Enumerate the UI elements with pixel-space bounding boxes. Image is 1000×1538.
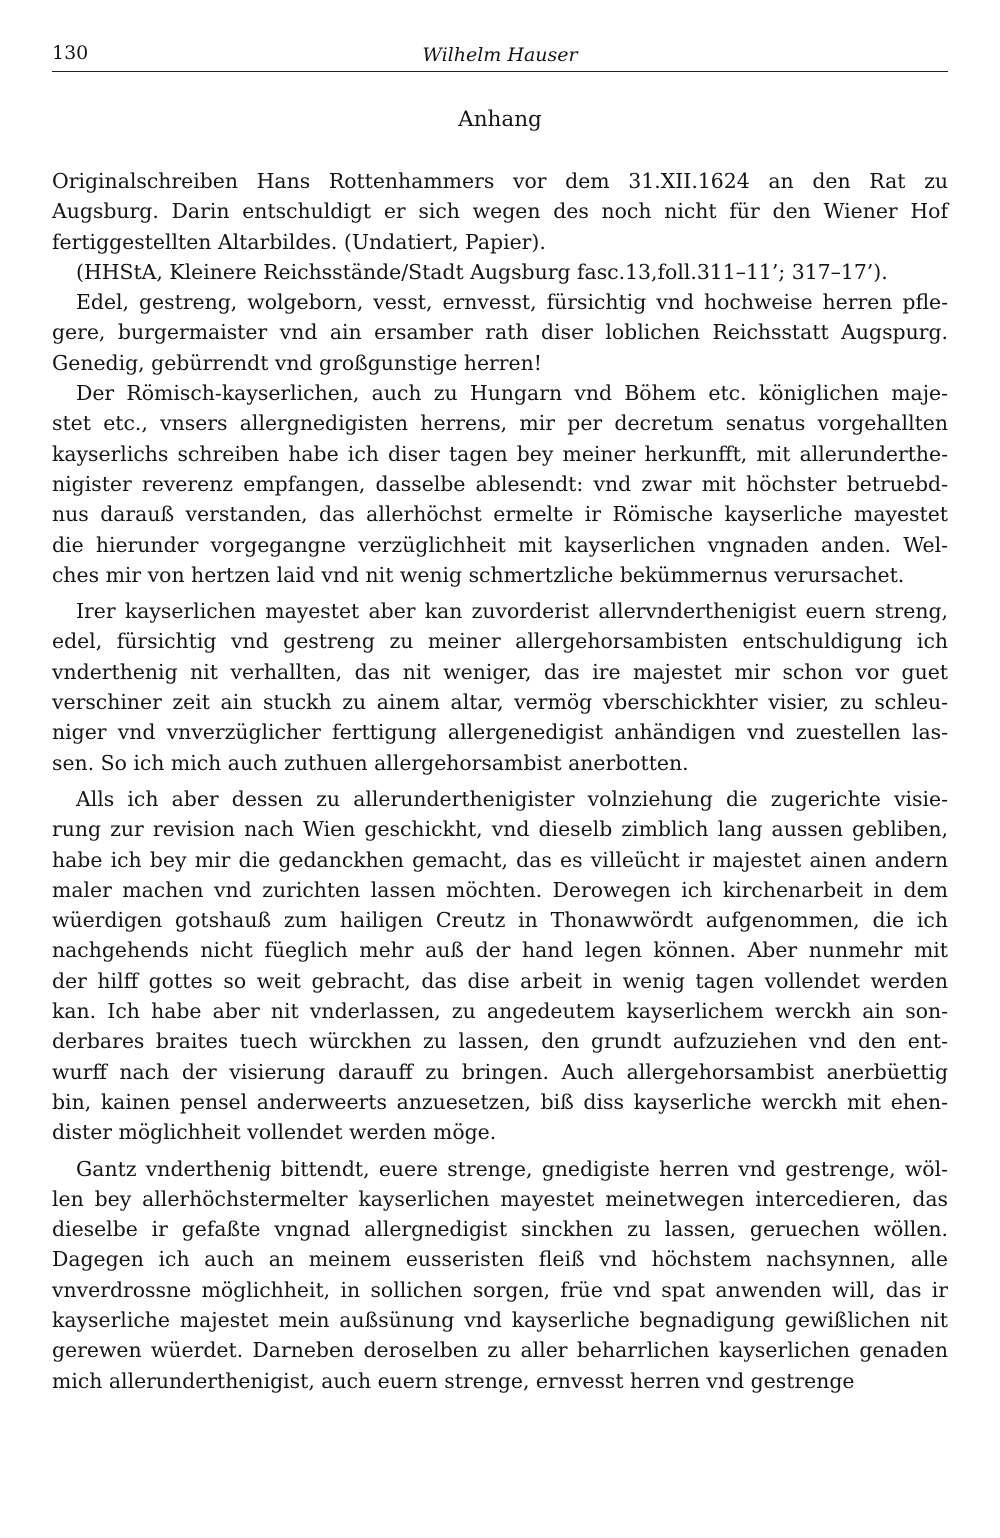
text-line: der hilff gottes so weit gebracht, das dise arbeit in wenig tagen vollendet werden — [52, 968, 948, 993]
text-line: Originalschreiben Hans Rottenhammers vor dem 31.XII.1624 an den Rat zu — [52, 169, 948, 193]
text-line: vnderthenig nit verhallten, das nit weniger, das ire majestet mir schon vor guet — [52, 659, 948, 684]
text-line: Augsburg. Darin entschuldigt er sich wegen des noch nicht für den Wiener Hof — [52, 199, 948, 224]
text-line: stet etc., vnsers allergnedigisten herrens, mir per decretum senatus vorgehallten — [52, 411, 948, 436]
text-line: Alls ich aber dessen zu allerunderthenigister volnziehung die zugerichte visie- — [76, 786, 948, 811]
text-line: Dagegen ich auch an meinem eusseristen fleiß vnd höchstem nachsynnen, alle — [52, 1247, 948, 1272]
text-line: wurff nach der visierung darauff zu bringen. Auch allergehorsambist anerbüettig — [52, 1059, 948, 1084]
text-line: len bey allerhöchstermelter kayserlichen mayestet meinetwegen intercedieren, das — [52, 1186, 948, 1211]
text-line: bin, kainen pensel anderweerts anzuesetzen, biß diss kayserliche werckh mit ehen- — [52, 1089, 948, 1114]
running-header — [52, 38, 948, 72]
text-line: fertiggestellten Altarbildes. (Undatiert, Papier). — [52, 229, 546, 254]
running-title: Wilhelm Hauser — [422, 44, 578, 66]
text-line: nus darauß verstanden, das allerhöchst ermelte ir Römische kayserliche mayestet — [52, 502, 948, 527]
text-line: mich allerunderthenigist, auch euern strenge, ernvesst herren vnd gestrenge — [52, 1368, 855, 1393]
text-line: kayserlichs schreiben habe ich diser tagen bey meiner herkunfft, mit allerunderthe- — [52, 441, 948, 466]
text-line: Gantz vnderthenig bittendt, euere strenge, gnedigiste herren vnd gestrenge, wöl- — [76, 1156, 948, 1181]
text-line: kayserliche majestet mein außsünung vnd kayserliche begnadigung gewißlichen nit — [52, 1307, 948, 1332]
text-line: gerewen wüerdet. Darneben deroselben zu aller beharrlichen kayserlichen genaden — [52, 1338, 948, 1363]
text-line: Der Römisch-kayserlichen, auch zu Hungarn vnd Böhem etc. königlichen maje- — [76, 381, 948, 406]
text-line: nachgehends nicht füeglich mehr auß der hand legen können. Aber nunmehr mit — [52, 938, 948, 963]
section-title: Anhang — [458, 107, 542, 132]
text-line: gere, burgermaister vnd ain ersamber rath diser loblichen Reichsstatt Augspurg. — [52, 320, 948, 345]
text-line: dieselbe ir gefaßte vngnad allergnedigist sinckhen zu lassen, geruechen wöllen. — [52, 1217, 948, 1242]
text-line: kan. Ich habe aber nit vnderlassen, zu angedeutem kayserlichem werckh ain son- — [52, 999, 948, 1024]
text-line: derbares braites tuech würckhen zu lassen, den grundt aufzuziehen vnd den ent- — [52, 1029, 948, 1054]
text-line: Irer kayserlichen mayestet aber kan zuvorderist allervnderthenigist euern streng, — [76, 599, 948, 624]
text-line: verschiner zeit ain stuckh zu ainem altar, vermög vberschickhter visier, zu schleu- — [52, 690, 948, 715]
text-line: die hierunder vorgegangne verzüglichheit mit kayserlichen vngnaden anden. Wel- — [52, 532, 948, 557]
text-line: rung zur revision nach Wien geschickht, vnd dieselb zimblich lang aussen gebliben, — [52, 817, 948, 842]
text-line: habe ich bey mir die gedanckhen gemacht, das es villeücht ir majestet ainen andern — [52, 847, 948, 872]
text-line: nigister reverenz empfangen, dasselbe ablesendt: vnd zwar mit höchster betruebd- — [52, 471, 948, 496]
text-line: dister möglichheit vollendet werden möge. — [52, 1120, 497, 1145]
text-line: Genedig, gebürrendt vnd großgunstige herren! — [52, 350, 542, 375]
text-line: wüerdigen gotshauß zum hailigen Creutz in Thonawwördt aufgenommen, die ich — [52, 908, 948, 933]
text-line: vnverdrossne möglichheit, in sollichen sorgen, früe vnd spat anwenden will, das ir — [52, 1277, 948, 1302]
text-line: Edel, gestreng, wolgeborn, vesst, ernvesst, fürsichtig vnd hochweise herren pfle- — [76, 290, 948, 315]
page-number: 130 — [52, 42, 89, 64]
text-line: (HHStA, Kleinere Reichsstände/Stadt Augsburg fasc.13,foll.311–11’; 317–17’). — [76, 259, 888, 284]
text-line: ches mir von hertzen laid vnd nit wenig schmertzliche bekümmernus verursachet. — [52, 562, 905, 587]
text-line: sen. So ich mich auch zuthuen allergehorsambist anerbotten. — [52, 750, 689, 775]
text-line: edel, fürsichtig vnd gestreng zu meiner allergehorsambisten entschuldigung ich — [52, 629, 948, 654]
text-line: maler machen vnd zurichten lassen möchten. Derowegen ich kirchenarbeit in dem — [52, 877, 948, 902]
body-text — [52, 166, 948, 1396]
text-line: niger vnd vnverzüglicher ferttigung allergenedigist anhändigen vnd zuestellen las- — [52, 720, 948, 745]
